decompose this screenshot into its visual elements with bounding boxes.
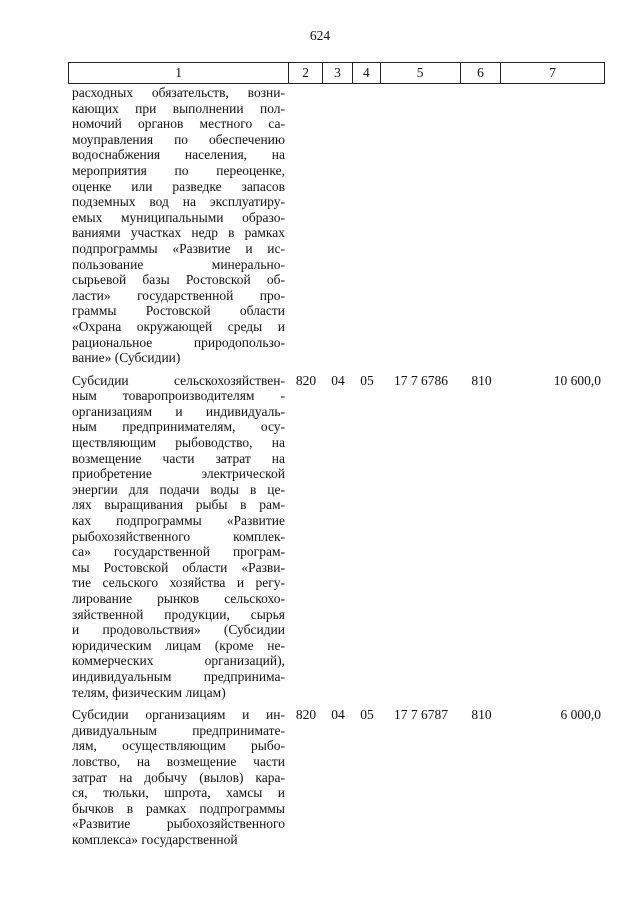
description-line: юридическим лицам (кроме не- (72, 637, 285, 653)
row-description (68, 373, 289, 700)
description-line: и продовольствия» (Субсидии (72, 622, 285, 638)
description-line: комплекса» государственной (72, 831, 238, 847)
subsection-code (353, 85, 381, 366)
expense-type-code: 810 (471, 372, 492, 388)
description-line: индивидуальным предпринима- (72, 668, 285, 684)
description-line: емых муниципальными образо- (72, 209, 285, 225)
ministry-code: 820 (295, 707, 317, 723)
target-article-code (381, 85, 461, 366)
description-line: ваниями участках недр в рамках (72, 225, 285, 241)
description-line: возмещение части затрат на (72, 450, 285, 466)
description-line: тие сельского хозяйства и регу- (72, 575, 285, 591)
description-line: лях выращивания рыбы в рам- (72, 497, 285, 513)
section-code: 04 (331, 372, 345, 388)
description-line: Субсидии сельскохозяйствен- (72, 372, 285, 388)
amount: 6 000,0 (560, 707, 601, 723)
description-line: сырьевой базы Ростовской об- (72, 272, 285, 288)
description-line: мероприятия по переоценке, (72, 162, 285, 178)
description-line: водоснабжения населения, на (72, 147, 285, 163)
table-row (68, 707, 605, 847)
header-col-6: 6 (461, 63, 502, 83)
description-line: мы Ростовской области «Разви- (72, 559, 285, 575)
description-line: ся, тюльки, шпрота, хамсы и (72, 785, 285, 801)
description-line: зяйственной продукции, сырья (72, 606, 285, 622)
subsection-code: 05 (360, 707, 374, 723)
description-line: ловство, на возмещение части (72, 753, 285, 769)
section-code: 04 (331, 707, 345, 723)
description-line: подпрограммы «Развитие и ис- (72, 240, 285, 256)
description-line: ществляющим рыбоводство, на (72, 435, 285, 451)
table-row (68, 373, 605, 700)
ministry-code (289, 85, 323, 366)
description-line: граммы Ростовской области (72, 303, 285, 319)
header-col-4: 4 (353, 63, 381, 83)
description-line: подземных вод на эксплуатиру- (72, 194, 285, 210)
description-line: Субсидии организациям и ин- (72, 707, 285, 723)
row-description (68, 707, 289, 847)
description-line: лям, осуществляющим рыбо- (72, 738, 285, 754)
description-line: «Охрана окружающей среды и (72, 318, 285, 334)
description-line: «Развитие рыбохозяйственного (72, 816, 285, 832)
description-line: организациям и индивидуаль- (72, 403, 285, 419)
description-line: коммерческих организаций), (72, 653, 285, 669)
expense-type-code: 810 (471, 707, 492, 723)
header-col-5: 5 (381, 63, 461, 83)
header-col-1: 1 (69, 63, 289, 83)
description-line: са» государственной програм- (72, 544, 285, 560)
table-body (68, 85, 605, 855)
description-line: моуправления по обеспечению (72, 131, 285, 147)
amount (502, 85, 605, 366)
header-col-2: 2 (289, 63, 323, 83)
target-article-code: 17 7 6787 (394, 707, 448, 723)
description-line: ках подпрограммы «Развитие (72, 513, 285, 529)
section-code (323, 85, 353, 366)
description-line: затрат на добычу (вылов) кара- (72, 769, 285, 785)
header-col-7: 7 (549, 65, 557, 80)
description-line: рыбохозяйственного комплек- (72, 528, 285, 544)
description-line: ным предпринимателям, осу- (72, 419, 285, 435)
target-article-code: 17 7 6786 (394, 372, 448, 388)
page-number: 624 (309, 28, 331, 43)
header-col-3: 3 (323, 63, 353, 83)
description-line: приобретение электрической (72, 466, 285, 482)
description-line: бычков в рамках подпрограммы (72, 800, 285, 816)
amount: 10 600,0 (553, 372, 601, 388)
description-line: кающих при выполнении пол- (72, 100, 285, 116)
description-line: вание» (Субсидии) (72, 350, 181, 366)
table-header (68, 62, 605, 84)
expense-type-code (461, 85, 502, 366)
description-line: дивидуальным предпринимате- (72, 722, 285, 738)
description-line: пользование минерально- (72, 256, 285, 272)
description-line: оценке или разведке запасов (72, 178, 285, 194)
description-line: ласти» государственной про- (72, 287, 285, 303)
description-line: ным товаропроизводителям - (72, 388, 285, 404)
description-line: номочий органов местного са- (72, 116, 285, 132)
table-row (68, 85, 605, 366)
description-line: энергии для подачи воды в це- (72, 481, 285, 497)
description-line: расходных обязательств, возни- (72, 85, 285, 100)
description-line: телям, физическим лицам) (72, 684, 226, 700)
subsection-code: 05 (360, 372, 374, 388)
description-line: рациональное природопользо- (72, 334, 285, 350)
row-description (68, 85, 289, 366)
ministry-code: 820 (295, 372, 317, 388)
description-line: лирование рынков сельскохо- (72, 591, 285, 606)
